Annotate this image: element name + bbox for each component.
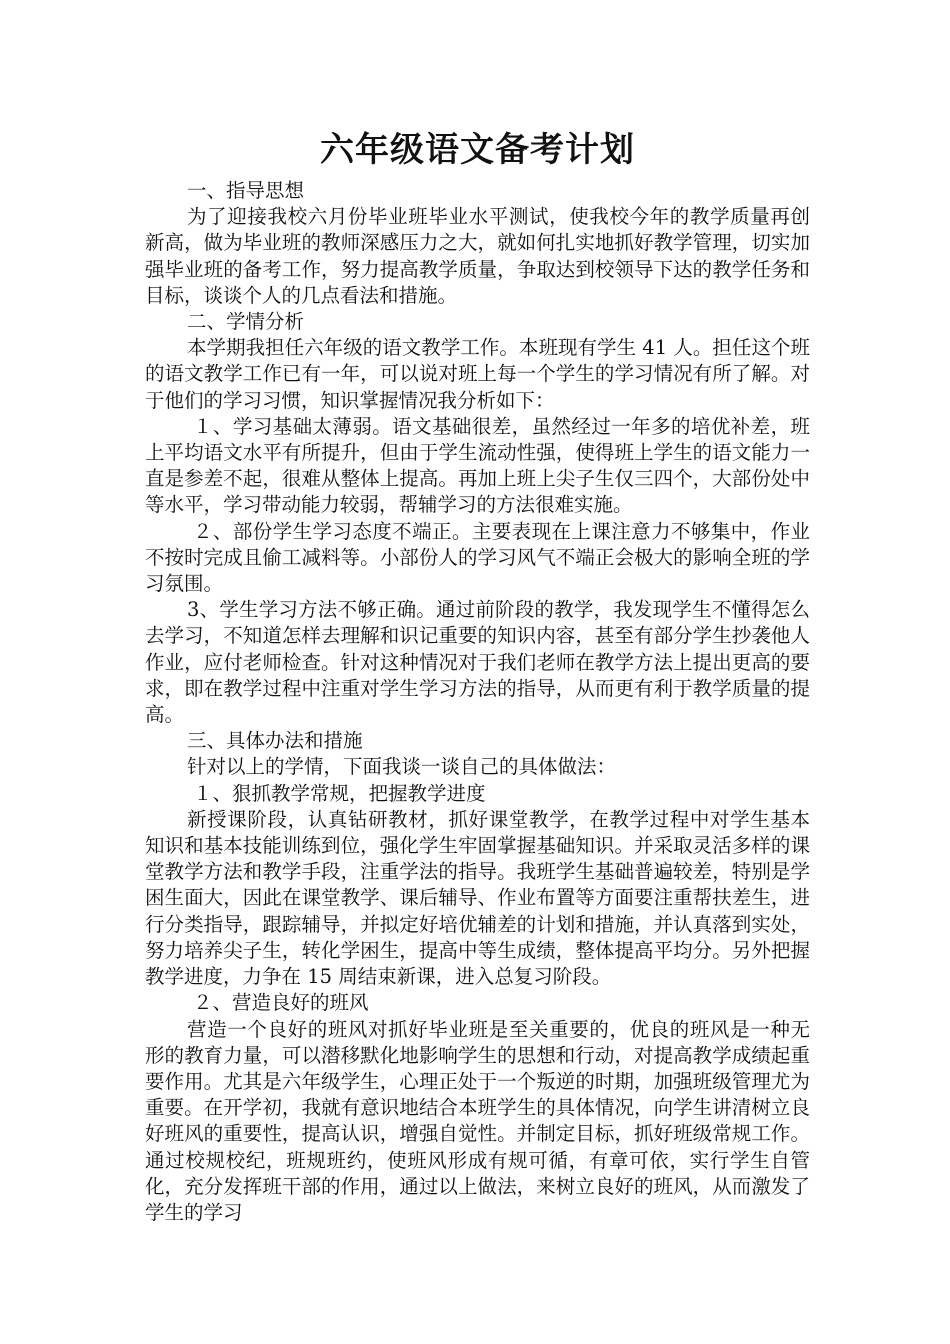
paragraph-intro: 为了迎接我校六月份毕业班毕业水平测试，使我校今年的教学质量再创新高，做为毕业班的教师深感压力之大，就如何扎实地抓好教学管理，切实加强毕业班的备考工作，努力提高教学质量，争取达到校领导下达的教学任务和目标，谈谈个人的几点看法和措施。	[145, 205, 810, 307]
document-title: 六年级语文备考计划	[320, 130, 635, 170]
section-heading-measures: 三、具体办法和措施	[187, 729, 363, 753]
section-heading-guiding-ideology: 一、指导思想	[187, 179, 305, 202]
paragraph-point-3: 3、学生学习方法不够正确。通过前阶段的教学，我发现学生不懂得怎么去学习，不知道怎样去理解和识记重要的知识内容，甚至有部分学生抄袭他人作业，应付老师检查。针对这种情况对于我们老师在教学方法上提出更高的要求，即在教学过程中注重对学生学习方法的指导，从而更有利于教学质量的提高。	[145, 598, 810, 727]
paragraph-point-2: ２、部份学生学习态度不端正。主要表现在上课注意力不够集中，作业不按时完成且偷工减料等。小部份人的学习风气不端正会极大的影响全班的学习氛围。	[145, 519, 810, 596]
section-heading-situation-analysis: 二、学情分析	[187, 310, 305, 334]
paragraph-measure-2: 营造一个良好的班风对抓好毕业班是至关重要的，优良的班风是一种无形的教育力量，可以潜移默化地影响学生的思想和行动，对提高教学成绩起重要作用。尤其是六年级学生，心理正处于一个叛逆的时期，加强班级管理尤为重要。在开学初，我就有意识地结合本班学生的具体情况，向学生讲清树立良好班风的重要性，提高认识，增强自觉性。并制定目标，抓好班级常规工作。通过校规校纪，班规班约，使班风形成有规可循，有章可依，实行学生自管化，充分发挥班干部的作用，通过以上做法，来树立良好的班风，从而激发了学生的学习	[145, 1017, 810, 1224]
paragraph-measure-1: 新授课阶段，认真钻研教材，抓好课堂教学，在教学过程中对学生基本知识和基本技能训练到位，强化学生牢固掌握基础知识。并采取灵活多样的课堂教学方法和教学手段，注重学法的指导。我班学生基础普遍较差，特别是学困生面大，因此在课堂教学、课后辅导、作业布置等方面要注重帮扶差生，进行分类指导，跟踪辅导，并拟定好培优辅差的计划和措施，并认真落到实处，努力培养尖子生，转化学困生，提高中等生成绩，整体提高平均分。另外把握教学进度，力争在 15 周结束新课，进入总复习阶段。	[145, 807, 810, 989]
paragraph-class-overview: 本学期我担任六年级的语文教学工作。本班现有学生 41 人。担任这个班的语文教学工作已有一年，可以说对班上每一个学生的学习情况有所了解。对于他们的学习习惯，知识掌握情况我分析如下：	[145, 336, 810, 412]
subheading-measure-2: ２、营造良好的班风	[193, 991, 369, 1015]
paragraph-point-1: １、学习基础太薄弱。语文基础很差，虽然经过一年多的培优补差，班上平均语文水平有所提升，但由于学生流动性强，使得班上学生的语文能力一直是参差不起，很难从整体上提高。再加上班上尖子生仅三四个，大部份处中等水平，学习带动能力较弱，帮辅学习的方法很难实施。	[145, 414, 810, 517]
document-body	[145, 178, 810, 1226]
subheading-measure-1: １、狠抓教学常规，把握教学进度	[193, 781, 486, 805]
document-page	[145, 128, 810, 1226]
paragraph-measures-intro: 针对以上的学情，下面我谈一谈自己的具体做法：	[187, 755, 617, 779]
